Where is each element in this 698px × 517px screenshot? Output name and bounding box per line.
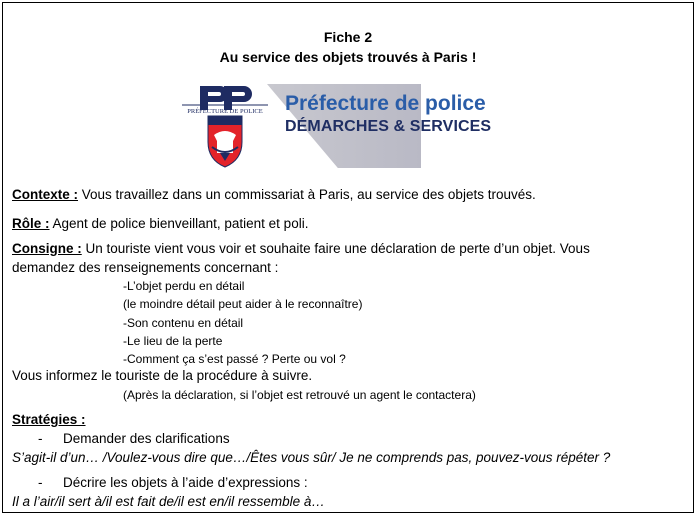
role-text: Agent de police bienveillant, patient et poli. [49, 216, 309, 231]
consigne-item: -Son contenu en détail [123, 316, 244, 330]
consigne-item: (le moindre détail peut aider à le reconnaître) [123, 297, 363, 311]
strategy-item: Décrire les objets à l’aide d’expressions : [63, 475, 308, 490]
strategy-examples: S’agit-il d’un… /Voulez-vous dire que…/Êtes vous sûr/ Je ne comprends pas, pouvez-vous répéter ? [12, 450, 611, 465]
strategy-examples: Il a l’air/il sert à/il est fait de/il est en/il ressemble à… [12, 494, 325, 509]
sheet-number: Fiche 2 [323, 29, 373, 45]
strategy-dash: - [38, 431, 43, 446]
consigne-item: -Le lieu de la perte [123, 334, 223, 348]
contexte-label: Contexte : [12, 187, 79, 202]
brand-title: Préfecture de police [285, 92, 486, 115]
strategies-label: Stratégies : [12, 412, 86, 427]
police-emblem-icon [180, 83, 270, 169]
strategy-item: Demander des clarifications [63, 431, 230, 446]
consigne-item: -L’objet perdu en détail [123, 279, 245, 293]
svg-text:PRÉFECTURE DE POLICE: PRÉFECTURE DE POLICE [187, 108, 263, 115]
consigne-line [12, 241, 590, 256]
consigne-text: Un touriste vient vous voir et souhaite faire une déclaration de perte d’un objet. Vous [81, 241, 590, 256]
sheet-title: Au service des objets trouvés à Paris ! [219, 49, 477, 65]
consigne-item: -Comment ça s’est passé ? Perte ou vol ? [123, 352, 346, 366]
contexte-text: Vous travaillez dans un commissariat à Paris, au service des objets trouvés. [78, 187, 536, 202]
role-label: Rôle : [12, 216, 50, 231]
consigne-label: Consigne : [12, 241, 82, 256]
brand-subtitle: DÉMARCHES & SERVICES [285, 118, 492, 135]
procedure-line: Vous informez le touriste de la procédure à suivre. [12, 368, 313, 383]
contexte-line [12, 187, 536, 202]
procedure-note: (Après la déclaration, si l’objet est retrouvé un agent le contactera) [123, 388, 476, 402]
strategy-dash: - [38, 475, 43, 490]
prefecture-logo [175, 79, 525, 169]
strategies-line [12, 412, 86, 427]
worksheet-card [2, 2, 694, 513]
consigne-text-2: demandez des renseignements concernant : [12, 260, 279, 275]
role-line [12, 216, 308, 231]
